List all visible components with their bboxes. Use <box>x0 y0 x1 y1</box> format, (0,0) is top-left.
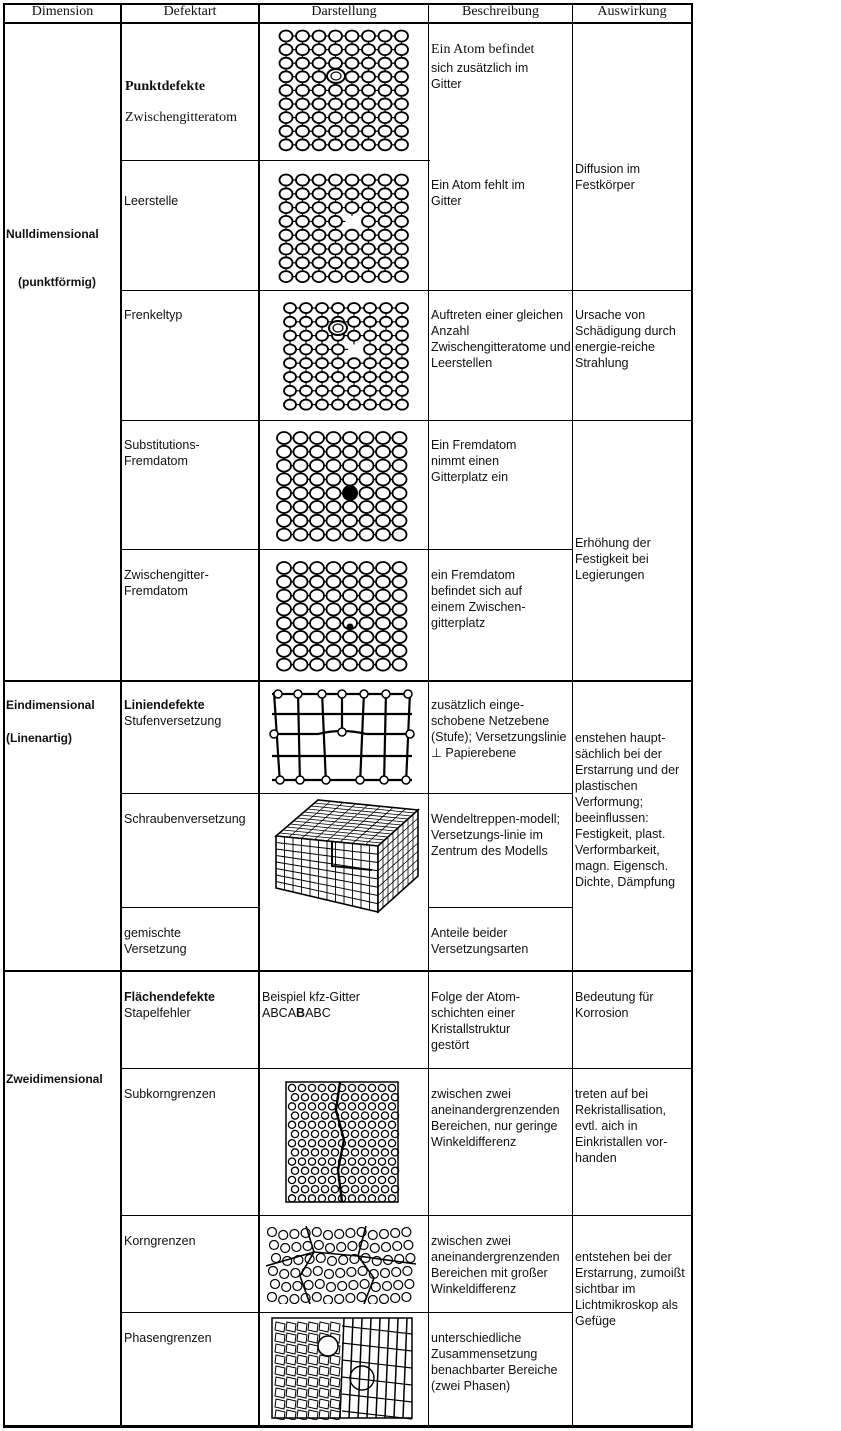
phasengrenzen-label: Phasengrenzen <box>124 1331 212 1345</box>
stapel-seq-b: B <box>296 1006 306 1020</box>
zwischengitteratom-desc-line1: Ein Atom befindet <box>431 42 535 57</box>
punktfoermig-label: (punktförmig) <box>18 275 96 289</box>
linenartig-label: (Linenartig) <box>6 731 72 745</box>
row-divider <box>428 907 573 908</box>
row-divider <box>120 1068 693 1069</box>
stapelfehler-desc: Folge der Atom-schichten einer Kristallstruktur gestört <box>431 990 520 1052</box>
edge-dislocation-figure <box>268 688 416 788</box>
header-divider <box>3 22 693 24</box>
schraubenversetzung-desc: Wendeltreppen-modell; Versetzungs-linie im Zentrum des Modells <box>431 812 561 858</box>
frenkeltyp-label: Frenkeltyp <box>124 308 183 322</box>
table-border-left <box>3 3 5 1428</box>
stufenversetzung-desc: zusätzlich einge-schobene Netzebene (Stufe); Versetzungslinie ⊥ Papierebene <box>431 698 567 760</box>
lattice-frenkel-figure <box>282 300 412 412</box>
row-divider <box>120 907 260 908</box>
leerstelle-desc: Ein Atom fehlt im Gitter <box>431 178 525 208</box>
lattice-vacancy-figure <box>278 172 412 284</box>
row-divider <box>120 1215 693 1216</box>
festigkeit-effect: Erhöhung der Festigkeit bei Legierungen <box>575 536 651 582</box>
substitution-label: Substitutions-Fremdatom <box>124 438 200 468</box>
stapel-seq-c: ABC <box>305 1006 331 1020</box>
korngrenzen-label: Korngrenzen <box>124 1234 196 1248</box>
screw-dislocation-figure <box>272 796 422 914</box>
header-dimension: Dimension <box>31 4 94 19</box>
leerstelle-label: Leerstelle <box>124 194 179 208</box>
zweidimensional-label: Zweidimensional <box>6 1072 103 1086</box>
lattice-interstitial-figure <box>278 28 412 153</box>
liniendefekte-heading: Liniendefekte <box>124 698 205 712</box>
punktdefekte-heading: Punktdefekte <box>125 79 206 94</box>
phase-boundary-figure <box>270 1316 414 1420</box>
subkorngrenzen-desc: zwischen zwei aneinandergrenzenden Bereichen, nur geringe Winkeldifferenz <box>431 1087 560 1149</box>
row-divider <box>120 290 693 291</box>
row-divider <box>120 793 573 794</box>
eindimensional-label: Eindimensional <box>6 698 95 712</box>
grain-boundary-figure <box>266 1226 416 1304</box>
korngrenzen-desc: zwischen zwei aneinandergrenzenden Bereichen mit großer Winkeldifferenz <box>431 1234 560 1296</box>
nulldimensional-label: Nulldimensional <box>6 227 99 241</box>
diffusion-effect: Diffusion im Festkörper <box>575 162 641 192</box>
stapel-seq-a: ABCA <box>262 1006 297 1020</box>
stapelfehler-effect: Bedeutung für Korrosion <box>575 990 654 1020</box>
gemischte-versetzung-desc: Anteile beider Versetzungsarten <box>431 926 529 956</box>
lattice-interstitial-foreign-figure <box>276 560 410 672</box>
header-defektart: Defektart <box>163 4 217 19</box>
row-divider <box>120 549 573 550</box>
stufenversetzung-label: Stufenversetzung <box>124 714 222 728</box>
substitution-desc: Ein Fremdatom nimmt einen Gitterplatz ein <box>431 438 517 484</box>
zwischengitteratom-desc-line2: sich zusätzlich im Gitter <box>431 61 529 91</box>
row-divider <box>120 420 693 421</box>
lattice-substitution-figure <box>276 430 410 542</box>
zwischengitter-fremdatom-label: Zwischengitter-Fremdatom <box>124 568 209 598</box>
header-auswirkung: Auswirkung <box>597 4 667 19</box>
flaechendefekte-heading: Flächendefekte <box>124 990 216 1004</box>
korngrenzen-effect: entstehen bei der Erstarrung, zumoißt sichtbar im Lichtmikroskop als Gefüge <box>575 1250 685 1328</box>
subkorngrenzen-label: Subkorngrenzen <box>124 1087 216 1101</box>
zwischengitter-fremdatom-desc: ein Fremdatom befindet sich auf einem Zwischen-gitterplatz <box>431 568 526 630</box>
section-divider <box>3 970 693 972</box>
frenkeltyp-desc: Auftreten einer gleichen Anzahl Zwischengitteratome und Leerstellen <box>431 308 571 370</box>
phasengrenzen-desc: unterschiedliche Zusammensetzung benachbarter Bereiche (zwei Phasen) <box>431 1331 558 1393</box>
header-beschreibung: Beschreibung <box>462 4 539 19</box>
stapelfehler-example <box>262 989 422 1021</box>
section-divider <box>3 680 693 682</box>
stapelfehler-sequence <box>262 1005 422 1021</box>
liniendefekte-effect: enstehen haupt-sächlich bei der Erstarrung und der plastischen Verformung; beeinflussen: Festigkeit, plast. Verformbarkeit, magn. Eigensch. Dichte, Dämpfung <box>575 731 680 889</box>
row-divider <box>120 160 430 161</box>
table-border-bottom <box>3 1425 693 1428</box>
stapelfehler-label: Stapelfehler <box>124 1006 191 1020</box>
header-darstellung: Darstellung <box>311 4 377 19</box>
zwischengitteratom-label: Zwischengitteratom <box>125 110 237 125</box>
gemischte-versetzung-label: gemischte Versetzung <box>124 926 187 956</box>
row-divider <box>120 1312 573 1313</box>
stapelfehler-example-caption: Beispiel kfz-Gitter <box>262 990 360 1004</box>
frenkeltyp-effect: Ursache von Schädigung durch energie-reiche Strahlung <box>575 308 676 370</box>
subkorngrenzen-effect: treten auf bei Rekristallisation, evtl. aich in Einkristallen vor-handen <box>575 1087 668 1165</box>
schraubenversetzung-label: Schraubenversetzung <box>124 812 246 826</box>
subgrain-boundary-figure <box>284 1080 400 1204</box>
